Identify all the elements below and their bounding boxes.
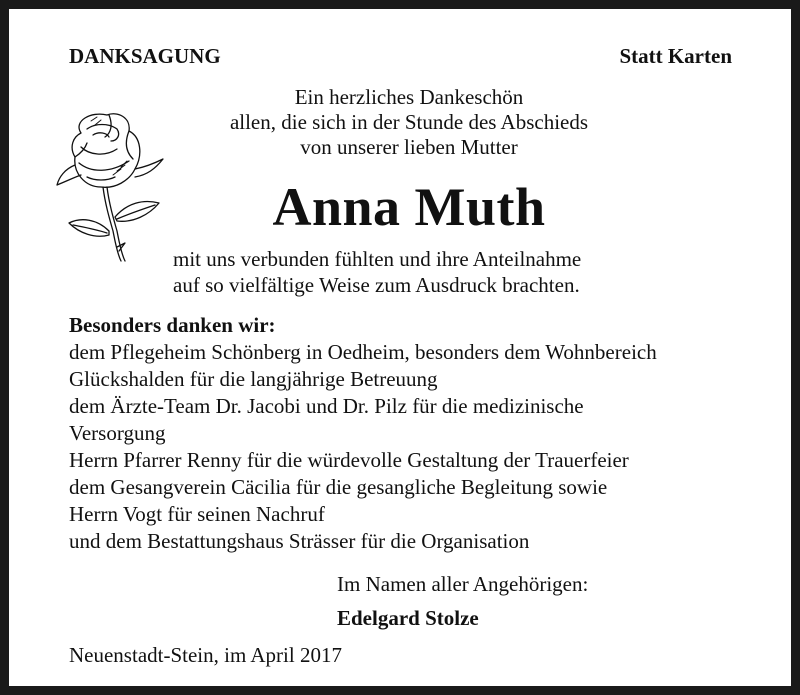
thanks-section — [69, 312, 657, 555]
follow-text — [173, 246, 581, 298]
follow-line: mit uns verbunden fühlten und ihre Anteilnahme — [173, 247, 582, 271]
rose-icon — [51, 107, 169, 263]
follow-line: auf so vielfältige Weise zum Ausdruck brachten. — [173, 273, 580, 297]
deceased-name: Anna Muth — [272, 177, 546, 237]
place-date: Neuenstadt-Stein, im April 2017 — [69, 643, 342, 667]
intro-text — [169, 85, 649, 160]
thanks-line: Herrn Vogt für seinen Nachruf — [69, 502, 325, 526]
intro-line: von unserer lieben Mutter — [300, 135, 518, 159]
thanks-line: dem Ärzte-Team Dr. Jacobi und Dr. Pilz für die medizinische — [69, 394, 584, 418]
statt-karten-label: Statt Karten — [619, 44, 732, 68]
intro-line: Ein herzliches Dankeschön — [294, 85, 524, 109]
thanks-line: Versorgung — [69, 421, 166, 445]
thanks-line: Herrn Pfarrer Renny für die würdevolle Gestaltung der Trauerfeier — [69, 448, 629, 472]
signature-name: Edelgard Stolze — [337, 606, 479, 630]
thanks-title: Besonders danken wir: — [69, 313, 276, 337]
notice-heading: DANKSAGUNG — [69, 44, 221, 68]
signature-line: Im Namen aller Angehörigen: — [337, 572, 589, 596]
thanks-line: dem Pflegeheim Schönberg in Oedheim, besonders dem Wohnbereich — [69, 340, 657, 364]
thanks-line: und dem Bestattungshaus Strässer für die Organisation — [69, 529, 530, 553]
thanks-line: Glückshalden für die langjährige Betreuung — [69, 367, 438, 391]
intro-line: allen, die sich in der Stunde des Abschieds — [229, 110, 589, 134]
thanks-line: dem Gesangverein Cäcilia für die gesangliche Begleitung sowie — [69, 475, 608, 499]
